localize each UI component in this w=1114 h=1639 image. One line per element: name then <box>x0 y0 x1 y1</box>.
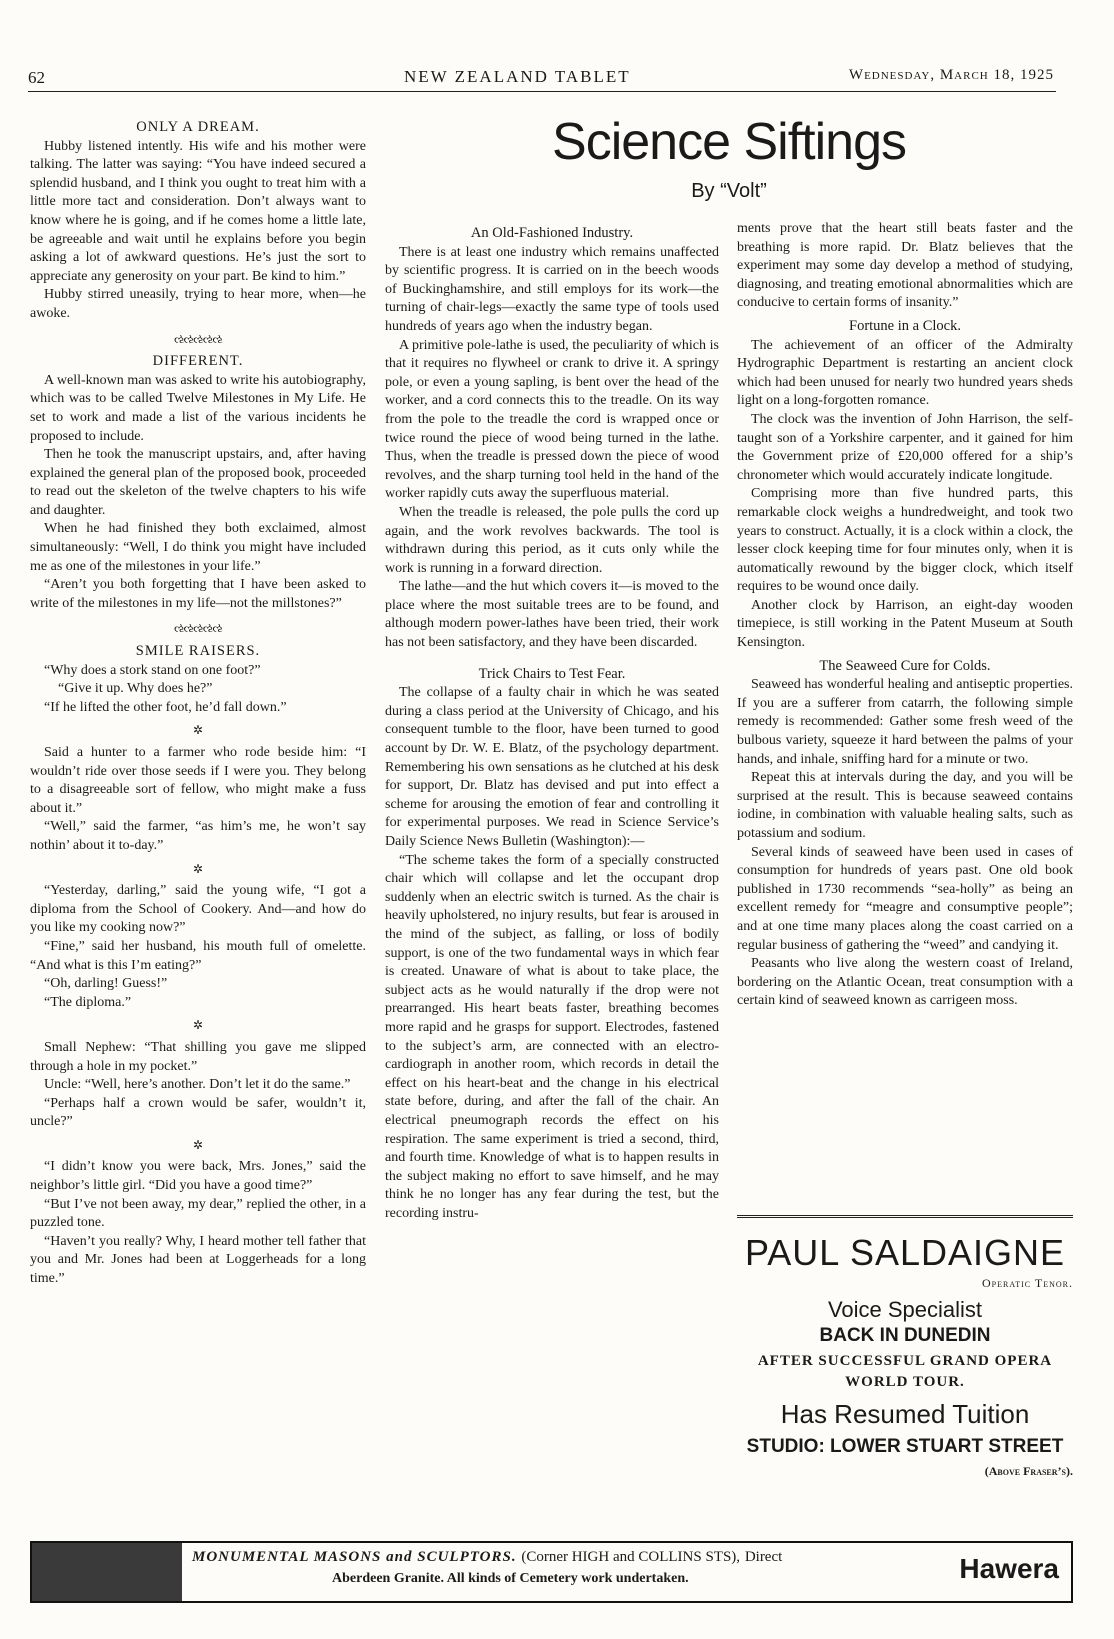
paragraph: “Haven’t you really? Why, I heard mother tell father that you and Mr. Jones had been at Loggerheads for a long time.” <box>30 1233 366 1287</box>
paragraph: There is at least one industry which remains unaffected by scientific progress. It is carried on in the beech woods of Buckinghamshire, and still employs for its work—the turning of chair-legs—exactly the same type of tools used hundreds of years ago when the industry began. <box>385 244 719 334</box>
star-divider: ✲ <box>192 861 204 876</box>
paragraph: When the treadle is released, the pole pulls the cord up again, and the work revolves backwards. The tool is withdrawn during this period, as it cuts only while the work is running in a forward direction. <box>385 504 719 576</box>
heading-smile-raisers: SMILE RAISERS. <box>135 643 261 660</box>
advert-specialist: Voice Specialist <box>827 1297 983 1322</box>
paragraph: When he had finished they both exclaimed, almost simultaneously: “Well, I do think you might have included me as one of the milestones in your life.” <box>30 521 366 574</box>
paragraph: The collapse of a faulty chair in which he was seated during a class period at the University of Chicago, and his consequent tumble to the floor, have been turned to good account by Dr. W. E. Blatz, of the psychology department. Remembering his own sensations as he clutched at his desk for support, Dr. Blatz has devised and put into effect a scheme for arousing the emotion of fear and controlling it for experimental purposes. We read in Science Service’s Daily Science News Bulletin (Washington):— <box>385 685 719 849</box>
advert-above: (Above Fraser’s). <box>984 1464 1073 1478</box>
right-column <box>737 220 1073 1009</box>
middle-column <box>385 220 719 1520</box>
paragraph: The clock was the invention of John Harrison, the self-taught son of a Yorkshire carpenter, and it gained for him the Government prize of £20,000 offered for a ship’s chronometer which would accurately indicate longitude. <box>737 411 1073 483</box>
star-divider: ✲ <box>192 1018 204 1033</box>
paragraph: Uncle: “Well, here’s another. Don’t let it do the same.” <box>44 1077 351 1093</box>
paragraph: A primitive pole-lathe is used, the peculiarity of which is that it requires no flywheel or crank to drive it. A springy pole, or even a young sapling, is bent over the head of the worker, and a cord connects this to the treadle. On its way from the pole to the treadle the cord is wrapped once or twice round the piece of wood being turned in the lathe. Thus, when the treadle is pressed down the piece of wood revolves, and the sharp turning tool held in the hand of the worker rapidly cuts away the superfluous material. <box>385 337 719 502</box>
saldaigne-advert <box>737 1215 1073 1496</box>
paragraph: “The diploma.” <box>44 994 132 1010</box>
heading-trick-chairs: Trick Chairs to Test Fear. <box>478 665 626 682</box>
advert-world: WORLD TOUR. <box>845 1374 965 1390</box>
masons-line <box>192 1549 782 1566</box>
paragraph: “Fine,” said her husband, his mouth full of omelette. “And what is this I’m eating?” <box>30 938 366 973</box>
paragraph: The lathe—and the hut which covers it—is moved to the place where the most suitable trees are to be found, and although modern power-lathes have been tried, their work has not been satisfactory, and they have been discarded. <box>385 579 719 651</box>
paragraph: Hubby listened intently. His wife and his mother were talking. The latter was saying: “You have indeed secured a splendid husband, and I think you ought to treat him with a little more tact and consideration. Don’t always want to know where he is going, and if he comes home a little late, be agreeable and wait until he explains before you begin asking a lot of awkward questions. He’s just the sort to appreciate any generosity on your part. Be kind to him.” <box>30 138 366 284</box>
paragraph: Seaweed has wonderful healing and antiseptic properties. If you are a sufferer from catarrh, the following simple remedy is recommended: Gather some fresh weed of the bulbous variety, squeeze it hard between the palms of your hands, and inhale, sniffing hard for a minute or two. <box>737 677 1073 767</box>
paragraph: Small Nephew: “That shilling you gave me slipped through a hole in my pocket.” <box>30 1039 366 1074</box>
paragraph: A well-known man was asked to write his autobiography, which was to be called Twelve Milestones in My Life. He set to work and made a list of the various incidents he proposed to include. <box>30 372 366 444</box>
masons-granite: Aberdeen Granite. <box>332 1571 444 1586</box>
page-number: 62 <box>28 68 45 87</box>
paragraph: Comprising more than five hundred parts, this remarkable clock weighs a hundredweight, and took two years to construct. Actually, it is a clock within a clock, the lesser clock keeping time for four minutes only, when it is automatically rewound by the bigger clock, which itself requires to be wound once daily. <box>737 486 1073 595</box>
paragraph: “Yesterday, darling,” said the young wife, “I got a diploma from the School of Cookery. And—and how do you like my cooking now?” <box>30 883 366 936</box>
paragraph: “If he lifted the other foot, he’d fall down.” <box>44 699 287 715</box>
masons-address: (Corner HIGH and COLLINS STS), <box>521 1549 741 1565</box>
issue-date: Wednesday, March 18, 1925 <box>848 67 1054 83</box>
ornament-divider: ઌઌઌઌઌ <box>173 331 223 346</box>
ornament-divider: ઌઌઌઌઌ <box>173 621 223 636</box>
paragraph: ments prove that the heart still beats faster and the breathing is more rapid. Dr. Blatz believes that the experiment may some day develop a method of studying, diagnosing, and treating emotional abnormalities which are conducive to certain forms of insanity.” <box>737 221 1073 311</box>
masons-direct: Direct <box>744 1549 783 1565</box>
heading-fortune-in-a-clock: Fortune in a Clock. <box>849 317 961 334</box>
heading-only-a-dream: ONLY A DREAM. <box>136 119 260 135</box>
paragraph: Peasants who live along the western coast of Ireland, bordering on the Atlantic Ocean, treat consumption with a certain kind of seaweed known as carrigeen moss. <box>737 956 1073 1009</box>
paper-name: NEW ZEALAND TABLET <box>404 67 631 86</box>
heading-old-fashioned-industry: An Old-Fashioned Industry. <box>470 225 634 241</box>
header-rule <box>28 91 1056 92</box>
paragraph: Another clock by Harrison, an eight-day wooden timepiece, is still working in the Patent Museum at South Kensington. <box>737 597 1073 651</box>
heading-seaweed-cure: The Seaweed Cure for Colds. <box>819 657 991 674</box>
left-column <box>30 114 366 1524</box>
paragraph: “Aren’t you both forgetting that I have been asked to write of the milestones in my life—not the millstones?” <box>30 577 366 611</box>
advert-back: BACK IN DUNEDIN <box>819 1325 991 1346</box>
advert-name: PAUL SALDAIGNE <box>744 1232 1066 1273</box>
masons-town: Hawera <box>959 1553 1059 1584</box>
paragraph: “The scheme takes the form of a specially constructed chair which will collapse and let the occupant drop suddenly when an electric switch is turned. As the chair is heavily upholstered, no injury results, but fear is aroused in the mind of the subject, as falling, or loss of bodily support, is one of the two fundamental ways in which fear is created. Unaware of what is about to take place, the subject acts as he would naturally if the drop were not prearranged. His heart beats faster, breathing becomes more rapid and he grasps for support. Electrodes, fastened to the subject’s arm, are connected with an electro-cardiograph in another room, which records in detail the effect on his heart-beat and the change in his electrical state before, during, and after the fall of the chair. An electrical pneumograph records the effect on his respiration. The same experiment is tried a second, third, and fourth time. Knowledge of what is to happen results in the subject making no effort to save himself, and he may think he no longer has any fear during the test, but the recording instru- <box>385 852 719 1221</box>
paragraph: Said a hunter to a farmer who rode beside him: “I wouldn’t ride over those seeds if I were you. They belong to a disagreeable sort of fellow, who might make a fuss about it.” <box>30 745 366 816</box>
paragraph: The achievement of an officer of the Admiralty Hydrographic Department is restarting an ancient clock which had been unused for nearly two hundred years sheds light on a long-forgotten romance. <box>737 337 1073 409</box>
paragraph: Several kinds of seaweed have been used in cases of consumption for hundreds of years past. One old book published in 1730 recommends “sea-holly” as being an excellent remedy for “meagre and consumptive people”; and at one time many places along the coast carried on a regular business of gathering the “weed” and candying it. <box>737 844 1073 953</box>
paragraph: “But I’ve not been away, my dear,” replied the other, in a puzzled tone. <box>30 1196 366 1231</box>
section-title: Science Siftings <box>552 113 906 171</box>
advert-tenor: Operatic Tenor. <box>981 1276 1073 1290</box>
paragraph: “Give it up. Why does he?” <box>58 681 213 697</box>
star-divider: ✲ <box>192 1137 204 1152</box>
star-divider: ✲ <box>192 723 204 738</box>
paragraph: “Perhaps half a crown would be safer, wouldn’t it, uncle?” <box>30 1095 366 1130</box>
paragraph: Repeat this at intervals during the day, and you will be surprised at the result. This is because seaweed contains iodine, in combination with valuable healing salts, such as potassium and sodium. <box>737 770 1073 841</box>
advert-resumed: Has Resumed Tuition <box>780 1399 1030 1429</box>
paragraph: Then he took the manuscript upstairs, and, after having explained the general plan of the proposed book, proceeded to read out the skeleton of the twelve chapters to his wife and daughter. <box>30 447 366 518</box>
advert-studio: STUDIO: LOWER STUART STREET <box>746 1436 1064 1457</box>
masons-advert <box>30 1541 1073 1603</box>
masons-title: MONUMENTAL MASONS and SCULPTORS. <box>192 1549 517 1565</box>
paragraph: “Well,” said the farmer, “as him’s me, he won’t say nothin’ about it to-day.” <box>30 819 366 853</box>
heading-different: DIFFERENT. <box>152 353 244 370</box>
paragraph: “I didn’t know you were back, Mrs. Jones,” said the neighbor’s little girl. “Did you have a good time?” <box>30 1159 366 1194</box>
paragraph: “Oh, darling! Guess!” <box>44 976 168 992</box>
masons-work: All kinds of Cemetery work undertaken. <box>446 1571 689 1586</box>
masons-sub <box>332 1571 689 1587</box>
paragraph: “Why does a stork stand on one foot?” <box>44 662 261 678</box>
masons-logo <box>32 1543 182 1601</box>
advert-after: AFTER SUCCESSFUL GRAND OPERA <box>757 1353 1053 1369</box>
byline: By “Volt” <box>691 180 767 202</box>
page-header <box>0 0 1114 100</box>
paragraph: Hubby stirred uneasily, trying to hear more, when—he awoke. <box>30 287 366 321</box>
